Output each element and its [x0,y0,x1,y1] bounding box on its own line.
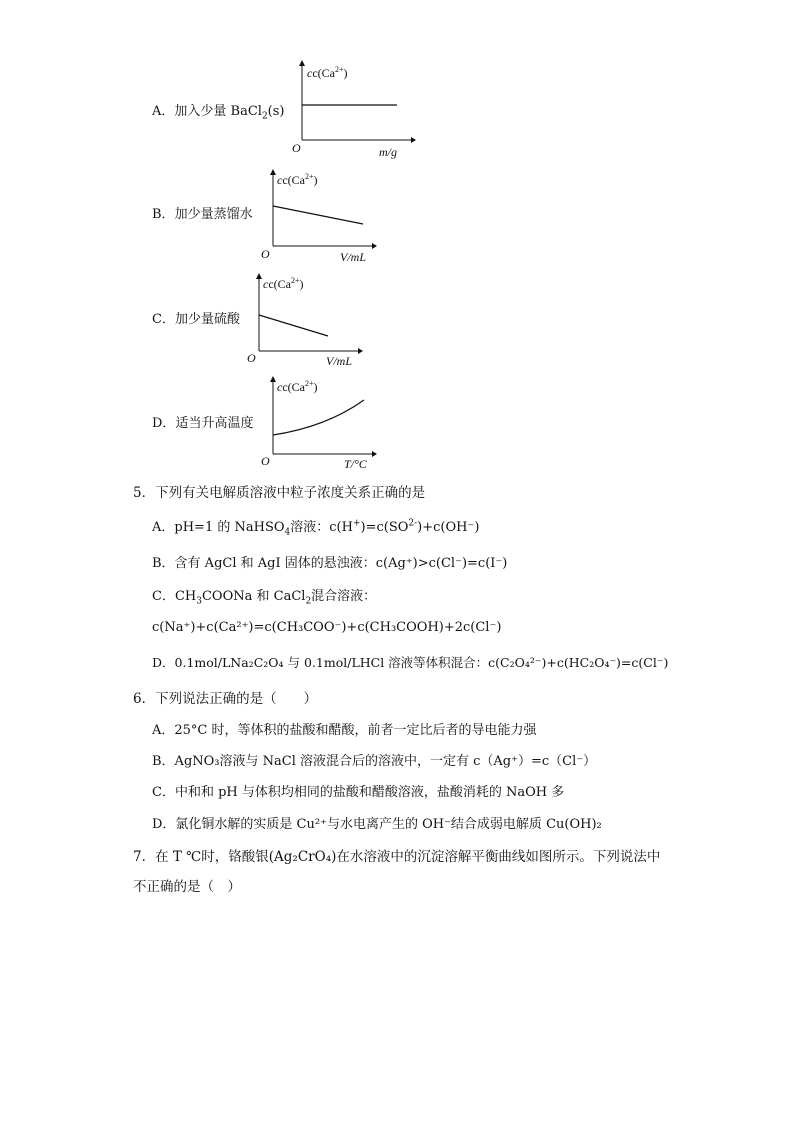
q4-graph-c [242,272,372,372]
y-label-close: ) [313,173,318,187]
curve-d [273,400,364,435]
q5-c-sub1: 3 [196,596,202,607]
y-label-sup: 2+ [290,276,300,285]
q5-a-end: )+c(OH⁻) [417,520,480,535]
q5-a-sup2: 2- [408,518,418,529]
curve-b [273,206,363,224]
q5-a-pre: A．pH=1 的 NaHSO [152,520,285,535]
origin-label: O [261,454,270,468]
q4-option-d-label [152,416,253,432]
q7-line1: 7．在 T ℃时，铬酸银(Ag₂CrO₄)在水溶液中的沉淀溶解平衡曲线如图所示。下列说法中 [133,849,661,865]
q4-graph-b [256,168,386,268]
q4-graph-d [256,375,386,475]
x-axis-label: m/g [379,145,397,159]
origin-label: O [292,141,301,155]
option-letter: D． [152,416,176,431]
y-axis-label: $cc(Ca^{2+})$ [277,379,318,394]
option-after: (s) [267,104,285,119]
y-axis-label: $cc(Ca^{2+})$ [307,65,348,80]
y-label-close: ) [299,277,304,291]
x-axis-label: V/mL [326,354,353,368]
q6-option-b: B．AgNO₃溶液与 NaCl 溶液混合后的溶液中，一定有 c（Ag⁺）=c（Cl⁻） [152,754,597,769]
q5-option-c-formula: c(Na⁺)+c(Ca²⁺)=c(CH₃COO⁻)+c(CH₃COOH)+2c(Cl⁻) [152,620,502,635]
y-label-close: ) [313,380,318,394]
q6-option-d: D．氯化铜水解的实质是 Cu²⁺与水电离产生的 OH⁻结合成弱电解质 Cu(OH)₂ [152,817,602,832]
q5-option-d: D．0.1mol/LNa₂C₂O₄ 与 0.1mol/LHCl 溶液等体积混合：c(C₂O₄²⁻)+c(HC₂O₄⁻)=c(Cl⁻) [152,655,669,670]
q5-a-sub: 4 [284,527,291,538]
q5-c-end: 混合溶液： [311,589,377,604]
y-label-text: c(Ca [312,66,335,80]
option-letter: B． [152,207,175,222]
q5-c-mid: COONa 和 CaCl [201,589,306,604]
q5-a-mid: 溶液：c(H [290,520,353,535]
option-letter: A． [152,104,175,119]
q5-a-sup1: + [352,518,361,529]
option-text: 适当升高温度 [175,416,254,431]
y-axis-label: $cc(Ca^{2+})$ [277,172,318,187]
q4-option-c-label [152,312,240,328]
q4-option-b-label [152,207,253,223]
q5-option-a [152,519,479,537]
q5-c-sub2: 2 [305,596,312,607]
q6-title: 6．下列说法正确的是（ ） [133,691,318,707]
y-label-sup: 2+ [304,172,314,181]
y-label-sup: 2+ [334,65,344,74]
x-axis-label: V/mL [340,250,367,264]
option-text: 加少量蒸馏水 [174,207,253,222]
option-sub: 2 [261,111,268,122]
q5-c-pre: C．CH [152,589,197,604]
option-text: 加入少量 BaCl [174,104,262,119]
option-text: 加少量硫酸 [174,312,240,327]
q6-option-a: A．25°C 时，等体积的盐酸和醋酸，前者一定比后者的导电能力强 [152,723,537,738]
q4-option-a-label [152,104,285,120]
y-label-close: ) [343,66,348,80]
curve-c [259,315,328,336]
q5-option-b: B．含有 AgCl 和 AgI 固体的悬浊液：c(Ag⁺)>c(Cl⁻)=c(I⁻) [152,556,508,571]
y-axis-label: $cc(Ca^{2+})$ [263,276,304,291]
q5-option-c [152,588,376,606]
origin-label: O [247,351,256,365]
origin-label: O [261,247,270,261]
y-label-sup: 2+ [304,379,314,388]
q6-option-c: C．中和和 pH 与体积均相同的盐酸和醋酸溶液，盐酸消耗的 NaOH 多 [152,785,565,800]
x-axis-label: T/°C [344,457,367,471]
q4-graph-a [285,60,415,160]
q7-line2: 不正确的是（ ） [133,879,241,895]
option-letter: C． [152,312,175,327]
q5-title: 5．下列有关电解质溶液中粒子浓度关系正确的是 [133,485,426,501]
q5-a-mid2: )=c(SO [360,520,409,535]
